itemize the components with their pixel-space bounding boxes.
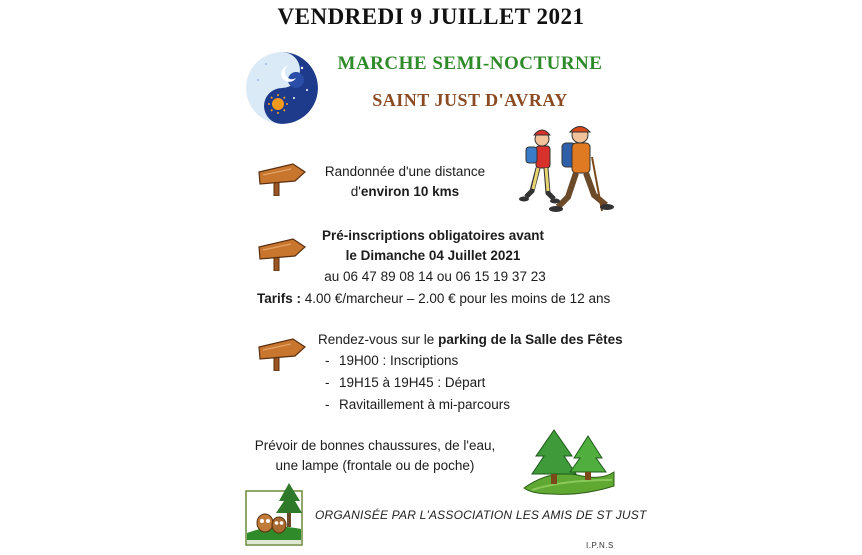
preinscription-line-1 xyxy=(308,226,558,246)
hikers-illustration xyxy=(512,123,614,217)
ipns-label: I.P.N.S xyxy=(586,541,614,550)
association-logo xyxy=(245,483,303,549)
trees-illustration xyxy=(522,428,616,496)
meeting-place: parking de la Salle des Fêtes xyxy=(438,332,623,347)
title-date: VENDREDI 9 JUILLET 2021 xyxy=(277,4,585,29)
preinscription-deadline: le Dimanche 04 Juillet 2021 xyxy=(345,248,521,263)
signpost-arrow-icon xyxy=(257,335,307,371)
distance-value: environ 10 kms xyxy=(360,184,460,199)
organizer-text: ORGANISÉE PAR L'ASSOCIATION LES AMIS DE ST JUST xyxy=(315,508,647,522)
distance-prefix: d' xyxy=(350,184,361,199)
phone-numbers: au 06 47 89 08 14 ou 06 15 19 37 23 xyxy=(324,269,546,284)
meeting-line xyxy=(318,330,623,350)
advice-line-1: Prévoir de bonnes chaussures, de l'eau, xyxy=(254,438,496,453)
distance-line-2 xyxy=(310,182,500,202)
title-place: SAINT JUST D'AVRAY xyxy=(372,90,568,110)
distance-line-1: Randonnée d'une distance xyxy=(324,164,486,179)
meeting-intro: Rendez-vous sur le xyxy=(318,332,435,347)
list-item: - 19H00 : Inscriptions xyxy=(325,350,510,372)
list-item: - Ravitaillement à mi-parcours xyxy=(325,394,510,416)
tarifs-text: 4.00 €/marcheur – 2.00 € pour les moins de 12 ans xyxy=(304,291,611,306)
yin-yang-day-night-icon xyxy=(244,50,320,126)
tarifs-label: Tarifs : xyxy=(257,291,302,306)
schedule-list xyxy=(325,350,510,416)
preinscription-line-2 xyxy=(308,246,558,266)
list-item: - 19H15 à 19H45 : Départ xyxy=(325,372,510,394)
title-event: MARCHE SEMI-NOCTURNE xyxy=(337,53,603,74)
advice-line-2: une lampe (frontale ou de poche) xyxy=(275,458,475,473)
signpost-arrow-icon xyxy=(257,160,307,196)
preinscription-heading: Pré-inscriptions obligatoires avant xyxy=(321,228,545,243)
tarifs-line xyxy=(257,289,610,309)
signpost-arrow-icon xyxy=(257,235,307,271)
